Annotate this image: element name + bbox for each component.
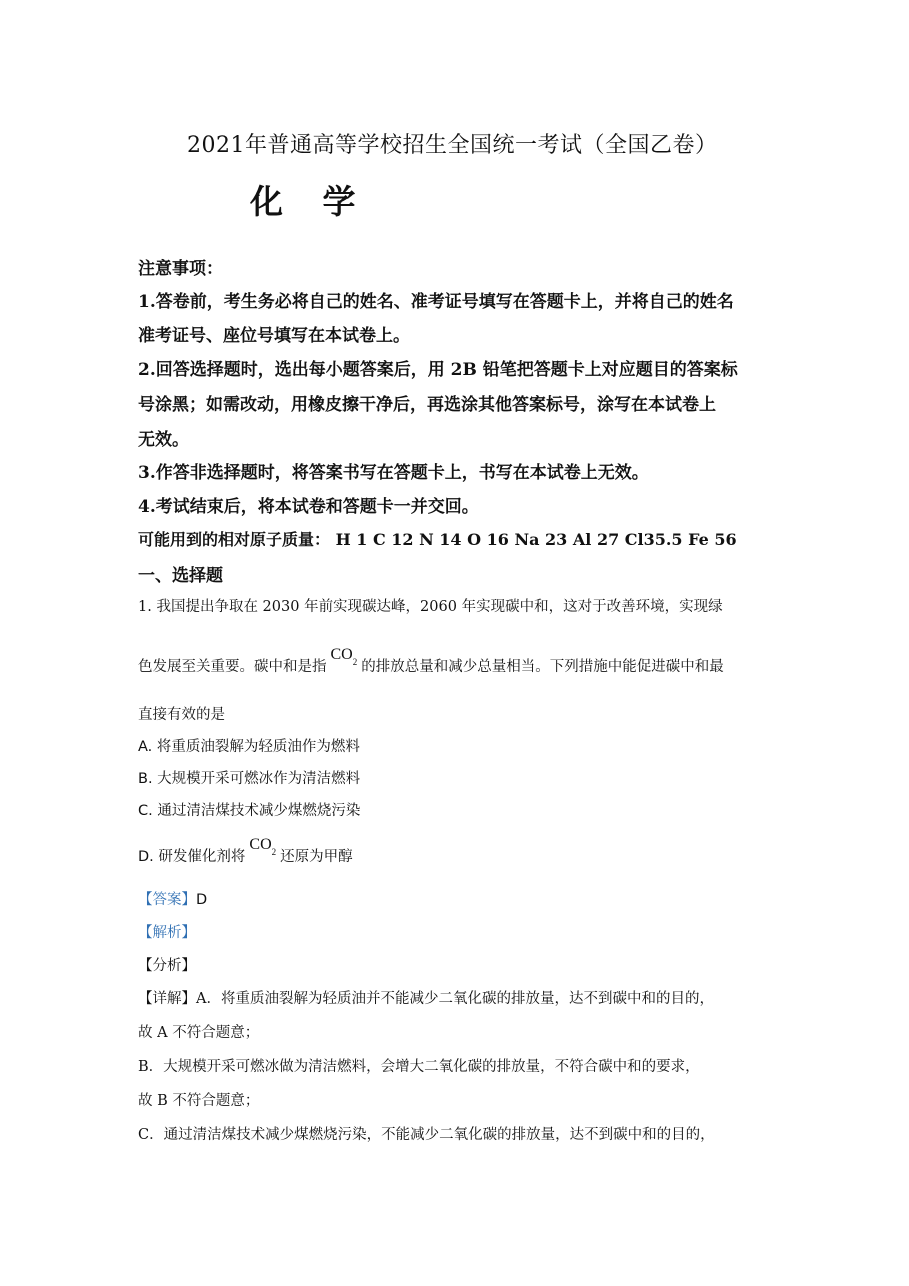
notes-heading: 注意事项： <box>138 259 223 279</box>
formula-sub-d: 2 <box>271 847 277 857</box>
detail-line-2: 故 A 不符合题意； <box>138 1025 260 1041</box>
formula-main: CO <box>330 646 353 663</box>
answer-line <box>138 888 207 909</box>
note-line-2: 准考证号、座位号填写在本试卷上。 <box>138 326 410 346</box>
fenxi-tag: 【分析】 <box>138 958 196 974</box>
formula-sub: 2 <box>352 657 358 667</box>
section-title: 一、选择题 <box>138 566 223 586</box>
option-d <box>138 836 353 869</box>
question-line-1: 1. 我国提出争取在 2030 年前实现碳达峰，2060 年实现碳中和，这对于改善环境，实现绿 <box>138 599 723 615</box>
question-line-2a: 色发展至关重要。碳中和是指 <box>138 659 327 675</box>
detail-line-5: C．通过清洁煤技术减少煤燃烧污染，不能减少二氧化碳的排放量，达不到碳中和的目的， <box>138 1127 715 1143</box>
question-line-3: 直接有效的是 <box>138 707 225 723</box>
exam-title: 2021年普通高等学校招生全国统一考试（全国乙卷） <box>187 133 718 158</box>
question-line-2 <box>138 646 724 679</box>
detail-line-3: B．大规模开采可燃冰做为清洁燃料，会增大二氧化碳的排放量，不符合碳中和的要求， <box>138 1059 700 1075</box>
note-line-1: 1.答卷前，考生务必将自己的姓名、准考证号填写在答题卡上，并将自己的姓名 <box>138 292 734 312</box>
formula-main-d: CO <box>249 836 272 853</box>
note-line-6: 3.作答非选择题时，将答案书写在答题卡上，书写在本试卷上无效。 <box>138 463 649 483</box>
atomic-masses: 可能用到的相对原子质量： H 1 C 12 N 14 O 16 Na 23 Al 27 Cl35.5 Fe 56 <box>138 530 737 549</box>
analysis-tag: 【解析】 <box>138 925 196 941</box>
detail-line-1: 【详解】A．将重质油裂解为轻质油并不能减少二氧化碳的排放量，达不到碳中和的目的， <box>138 991 714 1007</box>
option-d-b: 还原为甲醇 <box>280 849 353 865</box>
detail-line-4: 故 B 不符合题意； <box>138 1093 260 1109</box>
note-line-7: 4.考试结束后，将本试卷和答题卡一并交回。 <box>138 497 479 517</box>
co2-formula-d <box>249 836 276 857</box>
option-c: C. 通过清洁煤技术减少煤燃烧污染 <box>138 803 361 819</box>
answer-tag: 【答案】 <box>138 892 196 908</box>
option-b: B. 大规模开采可燃冰作为清洁燃料 <box>138 771 361 787</box>
note-line-4: 号涂黑；如需改动，用橡皮擦干净后，再选涂其他答案标号，涂写在本试卷上 <box>138 395 716 415</box>
subject-title: 化 学 <box>250 182 370 221</box>
co2-formula <box>331 646 358 667</box>
option-d-a: D. 研发催化剂将 <box>138 849 246 865</box>
option-a: A. 将重质油裂解为轻质油作为燃料 <box>138 739 360 755</box>
note-line-5: 无效。 <box>138 430 189 450</box>
answer-value: D <box>196 892 208 908</box>
note-line-3: 2.回答选择题时，选出每小题答案后，用 2B 铅笔把答题卡上对应题目的答案标 <box>138 360 738 380</box>
question-line-2b: 的排放总量和减少总量相当。下列措施中能促进碳中和最 <box>361 659 724 675</box>
